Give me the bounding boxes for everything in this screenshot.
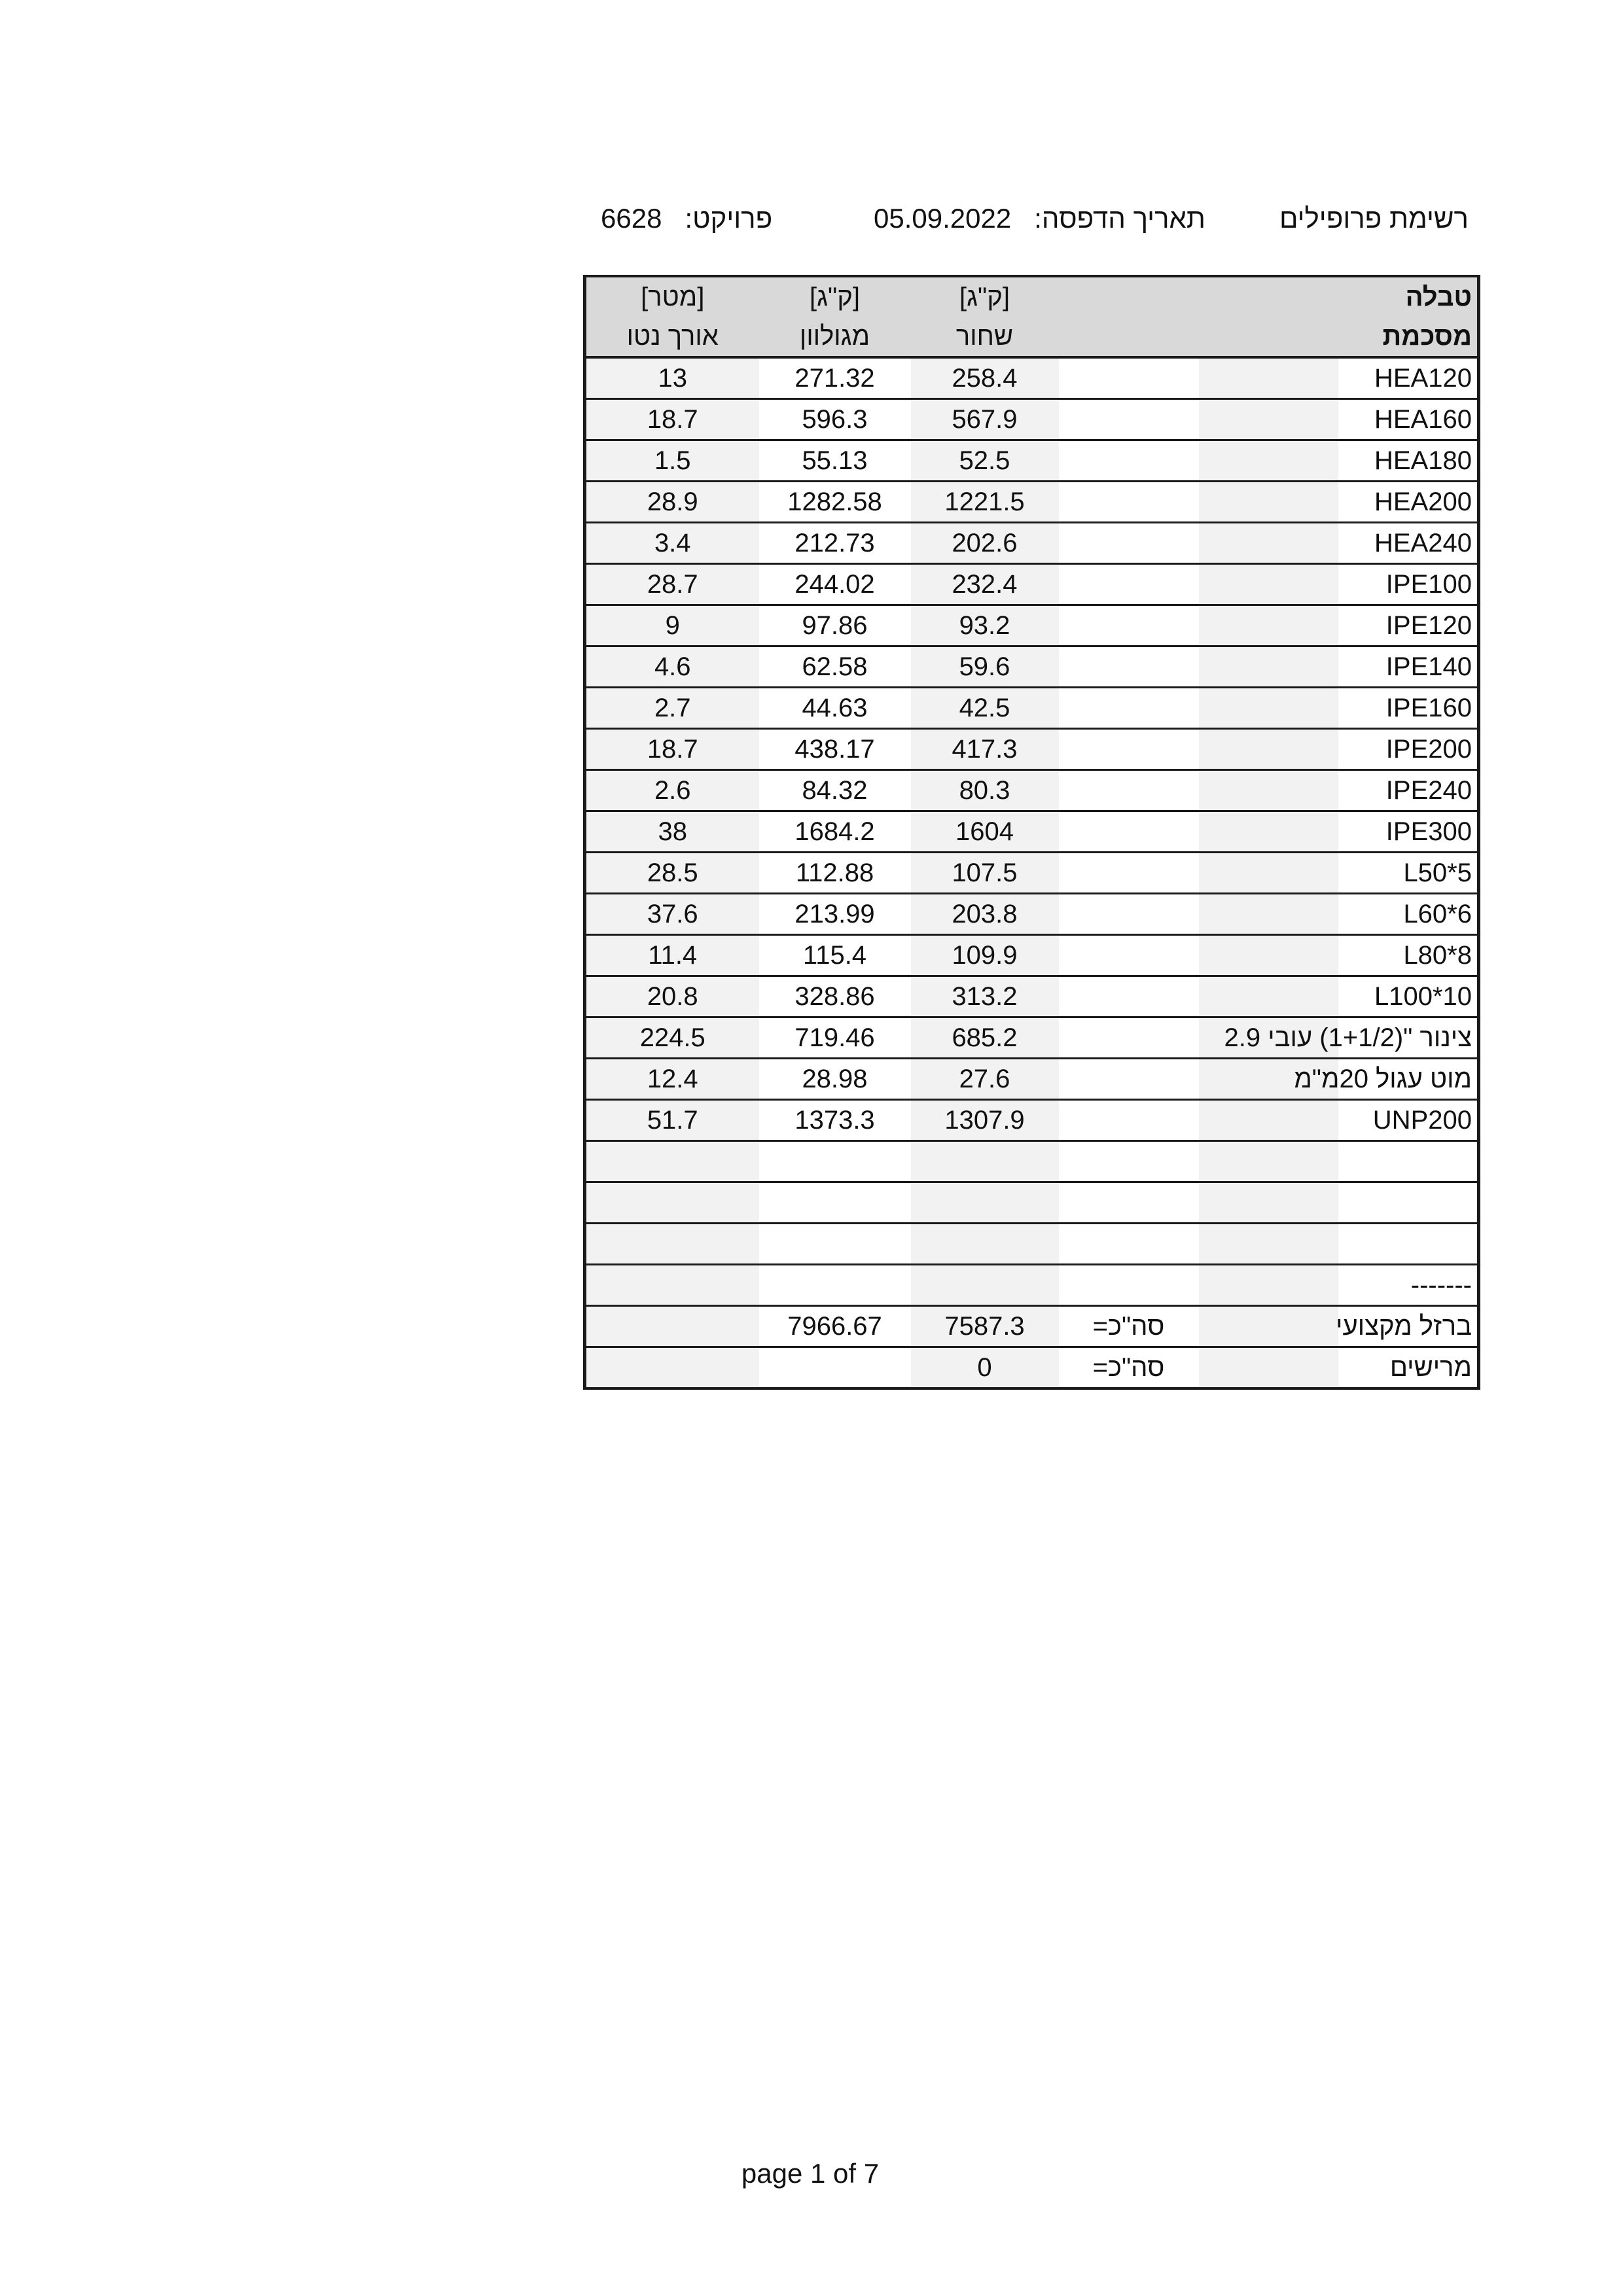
empty-cell bbox=[759, 1265, 911, 1306]
document-title: רשימת פרופילים bbox=[1279, 203, 1469, 234]
galvanized-weight-cell: 213.99 bbox=[759, 894, 911, 935]
profile-name-cell: IPE100 bbox=[1338, 564, 1479, 605]
table-row bbox=[585, 440, 1479, 482]
empty-cell bbox=[1059, 399, 1199, 440]
table-row bbox=[585, 1017, 1479, 1059]
separator-row bbox=[585, 1265, 1479, 1306]
empty-cell bbox=[1199, 523, 1338, 564]
col-header-black-unit: [ק"ג] bbox=[911, 276, 1059, 317]
profiles-table bbox=[583, 275, 1477, 1390]
table-row bbox=[585, 729, 1479, 770]
black-weight-cell: 93.2 bbox=[911, 605, 1059, 646]
empty-cell bbox=[911, 1224, 1059, 1265]
table-row bbox=[585, 811, 1479, 853]
total-equals-cell: סה"כ= bbox=[1059, 1347, 1199, 1389]
profile-name-cell: IPE140 bbox=[1338, 646, 1479, 688]
empty-cell bbox=[1199, 1141, 1338, 1182]
empty-cell bbox=[1199, 894, 1338, 935]
black-total-cell: 0 bbox=[911, 1347, 1059, 1389]
net-length-cell: 18.7 bbox=[585, 399, 759, 440]
galvanized-weight-cell: 212.73 bbox=[759, 523, 911, 564]
profile-name-cell: IPE120 bbox=[1338, 605, 1479, 646]
table-row bbox=[585, 1059, 1479, 1100]
empty-cell bbox=[1199, 440, 1338, 482]
net-length-cell: 37.6 bbox=[585, 894, 759, 935]
profile-name-cell: L60*6 bbox=[1338, 894, 1479, 935]
black-weight-cell: 42.5 bbox=[911, 688, 1059, 729]
print-date bbox=[874, 202, 1205, 236]
col-header-summary-title: טבלה bbox=[1338, 276, 1479, 317]
galvanized-weight-cell: 112.88 bbox=[759, 853, 911, 894]
profile-name-cell: L50*5 bbox=[1338, 853, 1479, 894]
net-length-cell: 2.6 bbox=[585, 770, 759, 811]
empty-cell bbox=[1059, 976, 1199, 1017]
table-row bbox=[585, 646, 1479, 688]
print-date-label: תאריך הדפסה: bbox=[1034, 203, 1205, 234]
empty-cell bbox=[585, 1141, 759, 1182]
empty-cell bbox=[1059, 1265, 1199, 1306]
galvanized-total-cell: 7966.67 bbox=[759, 1306, 911, 1347]
galvanized-weight-cell: 115.4 bbox=[759, 935, 911, 976]
table-row bbox=[585, 894, 1479, 935]
empty-cell bbox=[1199, 1306, 1338, 1347]
galvanized-weight-cell: 97.86 bbox=[759, 605, 911, 646]
table-header-row-1 bbox=[585, 276, 1479, 317]
net-length-cell: 3.4 bbox=[585, 523, 759, 564]
empty-cell bbox=[1059, 729, 1199, 770]
empty-cell bbox=[1199, 1347, 1338, 1389]
galvanized-weight-cell: 1282.58 bbox=[759, 482, 911, 523]
net-length-cell: 38 bbox=[585, 811, 759, 853]
galvanized-weight-cell: 328.86 bbox=[759, 976, 911, 1017]
empty-cell bbox=[1059, 1059, 1199, 1100]
separator-cell: ------- bbox=[1338, 1265, 1479, 1306]
profile-name-cell: HEA240 bbox=[1338, 523, 1479, 564]
table-row bbox=[585, 935, 1479, 976]
profile-name-cell: IPE160 bbox=[1338, 688, 1479, 729]
net-length-cell: 28.9 bbox=[585, 482, 759, 523]
empty-cell bbox=[1059, 523, 1199, 564]
empty-table-row bbox=[585, 1224, 1479, 1265]
empty-cell bbox=[1199, 976, 1338, 1017]
empty-cell bbox=[911, 1141, 1059, 1182]
empty-cell bbox=[1059, 646, 1199, 688]
net-length-cell: 28.7 bbox=[585, 564, 759, 605]
table-row bbox=[585, 853, 1479, 894]
black-weight-cell: 1221.5 bbox=[911, 482, 1059, 523]
totals-row bbox=[585, 1306, 1479, 1347]
black-weight-cell: 107.5 bbox=[911, 853, 1059, 894]
empty-cell bbox=[1059, 811, 1199, 853]
galvanized-weight-cell: 438.17 bbox=[759, 729, 911, 770]
galvanized-weight-cell: 271.32 bbox=[759, 357, 911, 399]
galvanized-total-cell bbox=[759, 1347, 911, 1389]
profile-name-cell: HEA180 bbox=[1338, 440, 1479, 482]
project-number bbox=[601, 202, 772, 236]
empty-cell bbox=[759, 1141, 911, 1182]
empty-cell bbox=[1199, 564, 1338, 605]
profile-name-cell: IPE200 bbox=[1338, 729, 1479, 770]
table-row bbox=[585, 564, 1479, 605]
black-weight-cell: 1604 bbox=[911, 811, 1059, 853]
black-weight-cell: 685.2 bbox=[911, 1017, 1059, 1059]
col-header-net-length-unit: [מטר] bbox=[585, 276, 759, 317]
totals-row bbox=[585, 1347, 1479, 1389]
galvanized-weight-cell: 84.32 bbox=[759, 770, 911, 811]
table-row bbox=[585, 770, 1479, 811]
profile-name-cell: L80*8 bbox=[1338, 935, 1479, 976]
col-header-galvanized-unit: [ק"ג] bbox=[759, 276, 911, 317]
empty-cell bbox=[1199, 399, 1338, 440]
empty-cell bbox=[1059, 894, 1199, 935]
profile-name-cell: HEA200 bbox=[1338, 482, 1479, 523]
empty-cell bbox=[1059, 564, 1199, 605]
galvanized-weight-cell: 1373.3 bbox=[759, 1100, 911, 1141]
total-equals-cell: סה"כ= bbox=[1059, 1306, 1199, 1347]
net-length-cell: 9 bbox=[585, 605, 759, 646]
profile-name-cell: L100*10 bbox=[1338, 976, 1479, 1017]
project-number-value: 6628 bbox=[601, 203, 662, 234]
col-header-galvanized: מגולוון bbox=[759, 317, 911, 357]
empty-cell bbox=[1059, 688, 1199, 729]
profile-name-cell: צינור "(1+1/2) עובי 2.9 bbox=[1338, 1017, 1479, 1059]
empty-cell bbox=[1199, 1100, 1338, 1141]
empty-cell bbox=[585, 1182, 759, 1224]
black-weight-cell: 417.3 bbox=[911, 729, 1059, 770]
net-length-cell: 2.7 bbox=[585, 688, 759, 729]
table-row bbox=[585, 357, 1479, 399]
empty-cell bbox=[1059, 440, 1199, 482]
empty-cell bbox=[1199, 1224, 1338, 1265]
empty-cell bbox=[1199, 688, 1338, 729]
galvanized-weight-cell: 55.13 bbox=[759, 440, 911, 482]
empty-cell bbox=[1059, 357, 1199, 399]
black-weight-cell: 27.6 bbox=[911, 1059, 1059, 1100]
empty-cell bbox=[1059, 605, 1199, 646]
net-length-cell: 12.4 bbox=[585, 1059, 759, 1100]
empty-cell bbox=[1199, 482, 1338, 523]
table-row bbox=[585, 399, 1479, 440]
galvanized-weight-cell: 719.46 bbox=[759, 1017, 911, 1059]
table-row bbox=[585, 605, 1479, 646]
empty-table-row bbox=[585, 1182, 1479, 1224]
empty-cell bbox=[585, 1265, 759, 1306]
black-weight-cell: 203.8 bbox=[911, 894, 1059, 935]
galvanized-weight-cell: 28.98 bbox=[759, 1059, 911, 1100]
profile-name-cell: UNP200 bbox=[1338, 1100, 1479, 1141]
table-header-row-2 bbox=[585, 317, 1479, 357]
empty-cell bbox=[1199, 605, 1338, 646]
empty-cell bbox=[1199, 811, 1338, 853]
total-label-cell: ברזל מקצועי bbox=[1338, 1306, 1479, 1347]
black-weight-cell: 232.4 bbox=[911, 564, 1059, 605]
black-total-cell: 7587.3 bbox=[911, 1306, 1059, 1347]
galvanized-weight-cell: 596.3 bbox=[759, 399, 911, 440]
empty-cell bbox=[1199, 646, 1338, 688]
empty-cell bbox=[759, 1224, 911, 1265]
galvanized-weight-cell: 1684.2 bbox=[759, 811, 911, 853]
black-weight-cell: 109.9 bbox=[911, 935, 1059, 976]
empty-cell bbox=[1059, 1224, 1199, 1265]
profile-name-cell: IPE240 bbox=[1338, 770, 1479, 811]
black-weight-cell: 52.5 bbox=[911, 440, 1059, 482]
black-weight-cell: 80.3 bbox=[911, 770, 1059, 811]
empty-cell bbox=[1059, 1141, 1199, 1182]
black-weight-cell: 567.9 bbox=[911, 399, 1059, 440]
empty-cell bbox=[1199, 357, 1338, 399]
profile-name-cell: HEA160 bbox=[1338, 399, 1479, 440]
empty-cell bbox=[1199, 935, 1338, 976]
col-header-black: שחור bbox=[911, 317, 1059, 357]
empty-table-row bbox=[585, 1141, 1479, 1182]
net-length-cell: 18.7 bbox=[585, 729, 759, 770]
net-length-cell: 20.8 bbox=[585, 976, 759, 1017]
empty-cell bbox=[1199, 729, 1338, 770]
empty-cell bbox=[1199, 1265, 1338, 1306]
empty-cell bbox=[759, 1182, 911, 1224]
empty-cell bbox=[1059, 482, 1199, 523]
black-weight-cell: 59.6 bbox=[911, 646, 1059, 688]
galvanized-weight-cell: 44.63 bbox=[759, 688, 911, 729]
empty-cell bbox=[911, 1182, 1059, 1224]
table-row bbox=[585, 523, 1479, 564]
black-weight-cell: 1307.9 bbox=[911, 1100, 1059, 1141]
empty-cell bbox=[911, 1265, 1059, 1306]
table-row bbox=[585, 688, 1479, 729]
page-number: page 1 of 7 bbox=[741, 2158, 880, 2189]
col-header-net-length: אורך נטו bbox=[585, 317, 759, 357]
empty-cell bbox=[1199, 770, 1338, 811]
empty-cell bbox=[1059, 853, 1199, 894]
profile-name-cell: IPE300 bbox=[1338, 811, 1479, 853]
empty-cell bbox=[1338, 1224, 1479, 1265]
project-label: פרויקט: bbox=[685, 203, 773, 234]
empty-cell bbox=[1199, 1182, 1338, 1224]
net-length-cell bbox=[585, 1306, 759, 1347]
empty-cell bbox=[1059, 935, 1199, 976]
net-length-cell: 224.5 bbox=[585, 1017, 759, 1059]
net-length-cell: 4.6 bbox=[585, 646, 759, 688]
col-header-summary-subtitle: מסכמת bbox=[1338, 317, 1479, 357]
net-length-cell: 28.5 bbox=[585, 853, 759, 894]
table-row bbox=[585, 976, 1479, 1017]
net-length-cell: 51.7 bbox=[585, 1100, 759, 1141]
empty-cell bbox=[1199, 853, 1338, 894]
net-length-cell bbox=[585, 1347, 759, 1389]
empty-cell bbox=[1338, 1182, 1479, 1224]
profile-name-cell: HEA120 bbox=[1338, 357, 1479, 399]
col-header-empty bbox=[1059, 276, 1199, 317]
table-row bbox=[585, 482, 1479, 523]
net-length-cell: 11.4 bbox=[585, 935, 759, 976]
col-header-empty bbox=[1059, 317, 1199, 357]
empty-cell bbox=[1338, 1141, 1479, 1182]
page-footer bbox=[0, 2158, 1623, 2189]
empty-cell bbox=[585, 1224, 759, 1265]
black-weight-cell: 258.4 bbox=[911, 357, 1059, 399]
print-date-value: 05.09.2022 bbox=[874, 203, 1012, 234]
empty-cell bbox=[1059, 770, 1199, 811]
black-weight-cell: 202.6 bbox=[911, 523, 1059, 564]
col-header-empty bbox=[1199, 276, 1338, 317]
col-header-empty bbox=[1199, 317, 1338, 357]
net-length-cell: 1.5 bbox=[585, 440, 759, 482]
net-length-cell: 13 bbox=[585, 357, 759, 399]
table-row bbox=[585, 1100, 1479, 1141]
galvanized-weight-cell: 62.58 bbox=[759, 646, 911, 688]
empty-cell bbox=[1059, 1182, 1199, 1224]
profile-name-cell: מוט עגול 20מ"מ bbox=[1338, 1059, 1479, 1100]
galvanized-weight-cell: 244.02 bbox=[759, 564, 911, 605]
empty-cell bbox=[1059, 1100, 1199, 1141]
black-weight-cell: 313.2 bbox=[911, 976, 1059, 1017]
total-label-cell: מרישים bbox=[1338, 1347, 1479, 1389]
empty-cell bbox=[1059, 1017, 1199, 1059]
